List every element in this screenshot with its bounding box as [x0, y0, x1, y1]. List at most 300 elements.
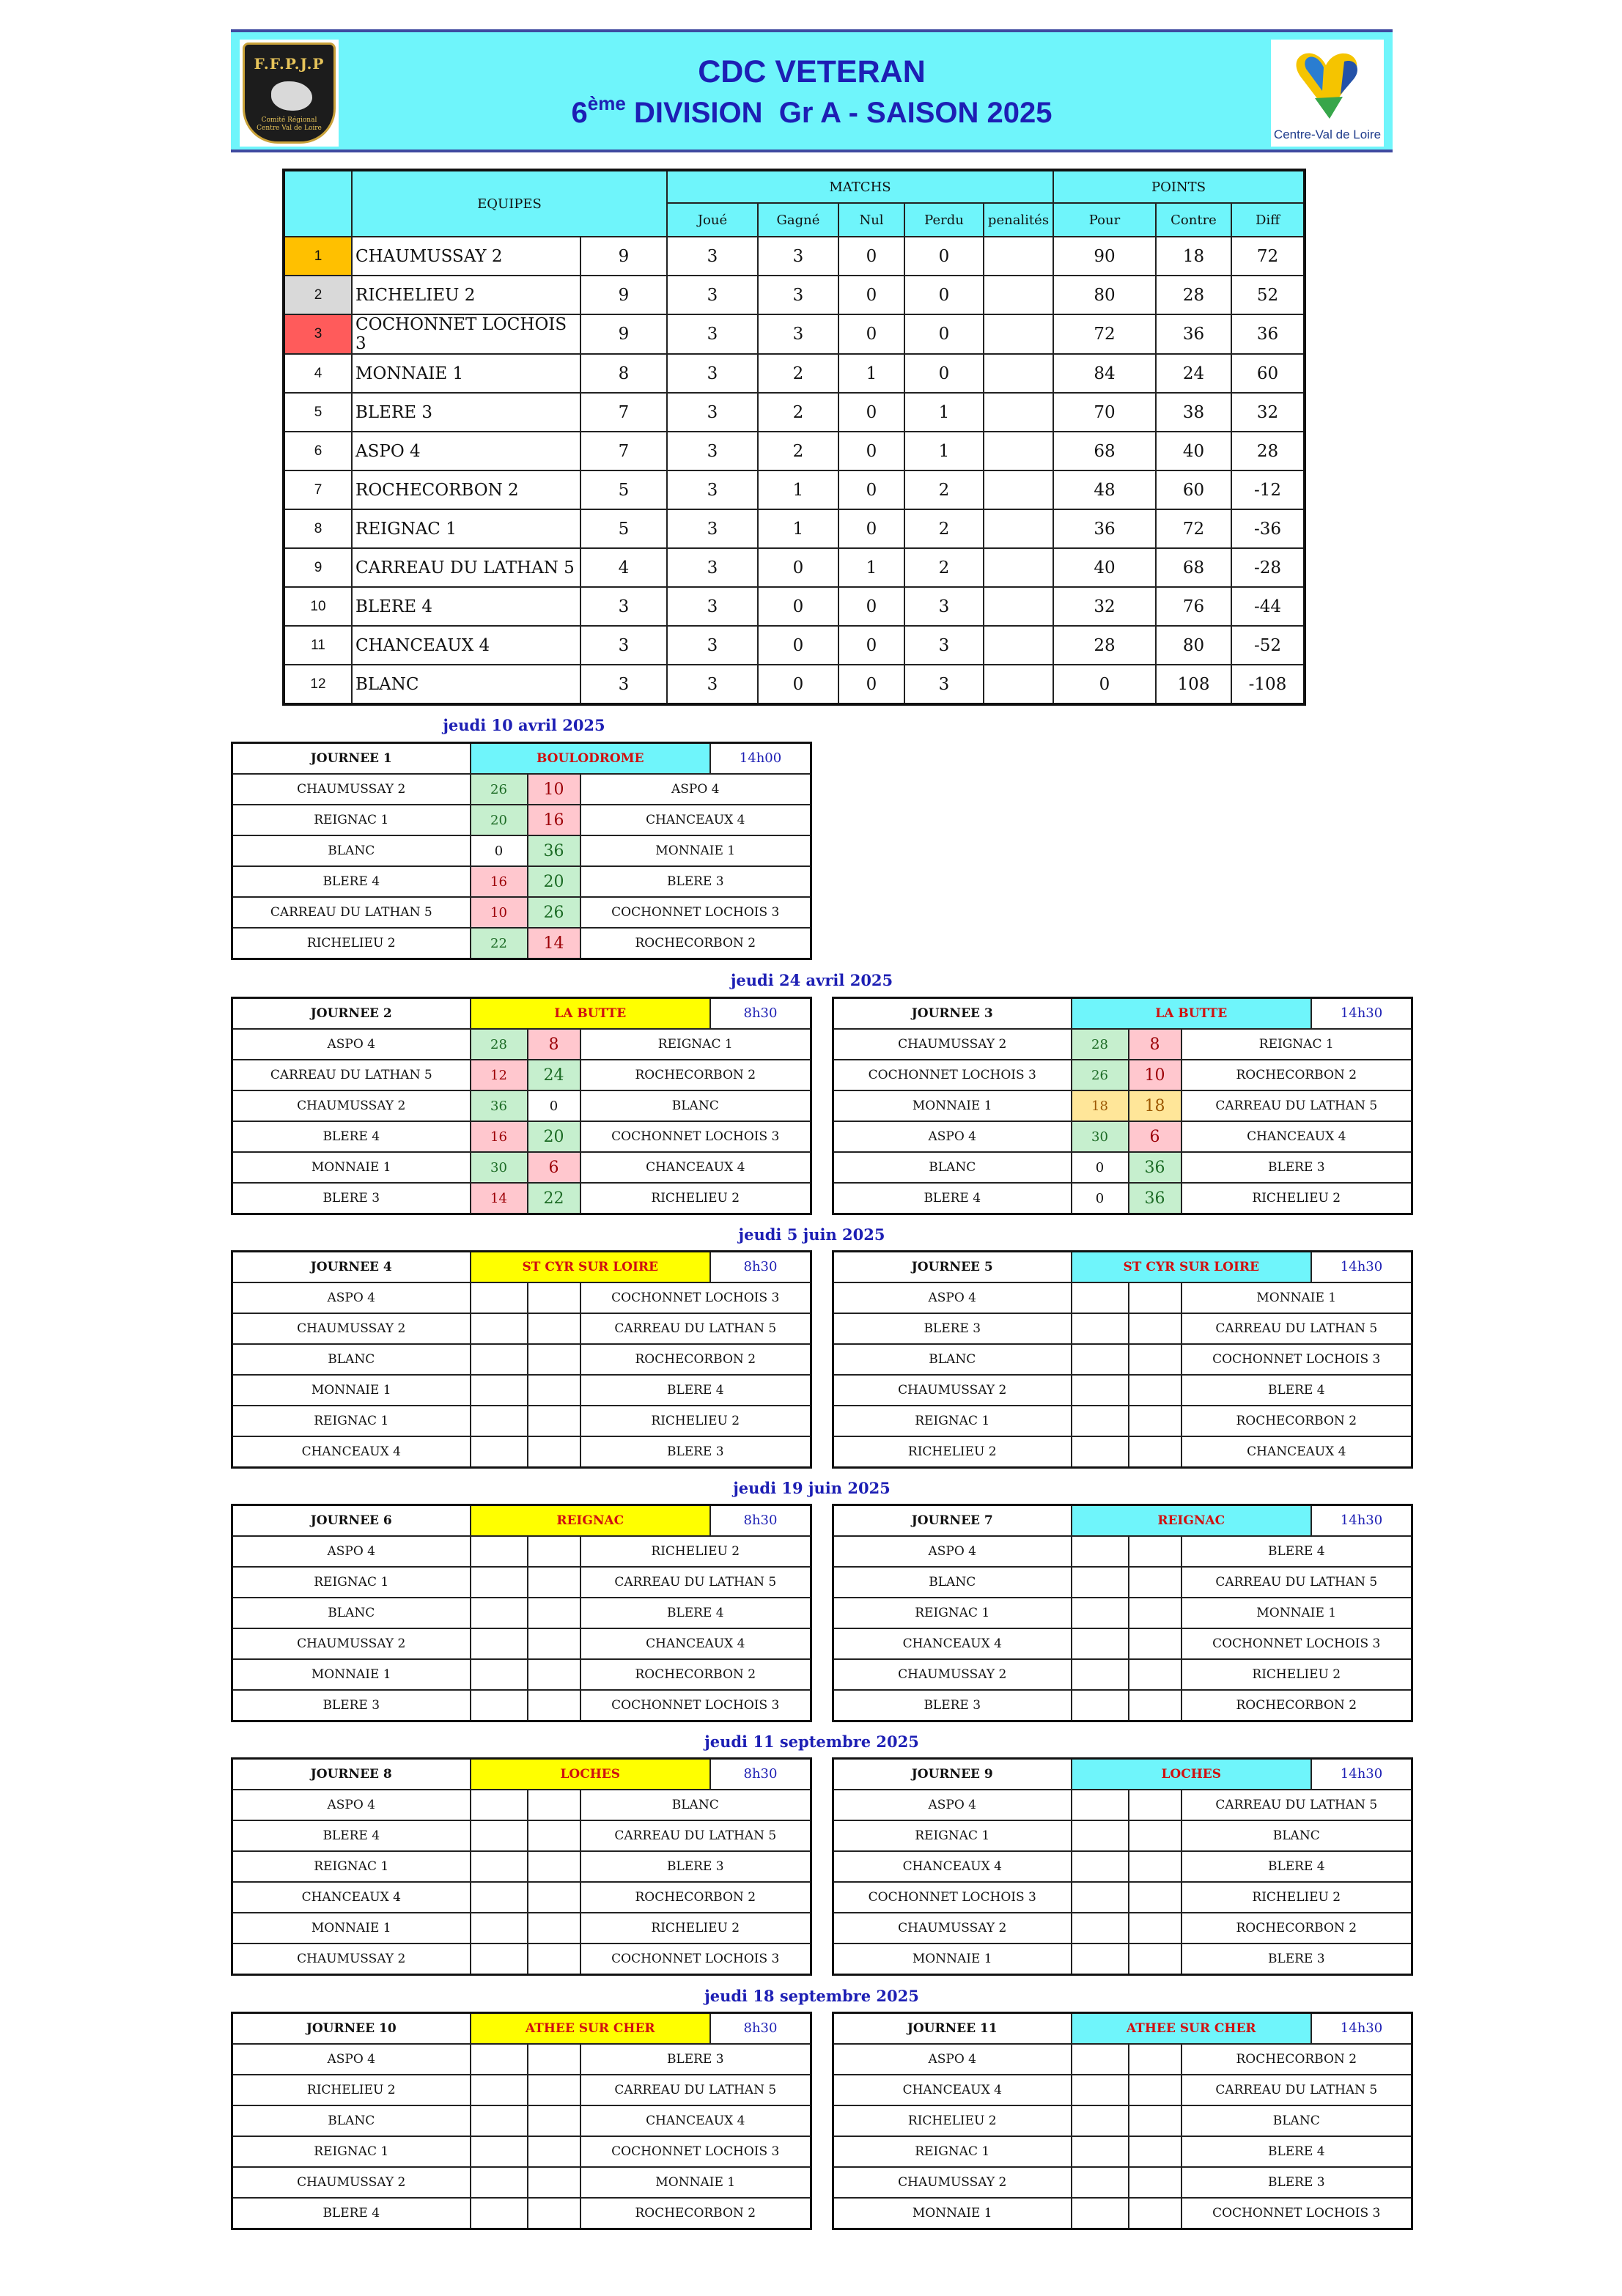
away-score: 36: [1129, 1183, 1182, 1214]
col-perdu: Perdu: [904, 203, 984, 237]
away-team: BLERE 3: [1182, 1944, 1412, 1975]
away-team: BLERE 3: [1182, 2167, 1412, 2198]
pen-cell: [984, 548, 1053, 587]
joue-cell: 3: [667, 276, 758, 314]
fixture-header-row: [232, 2013, 811, 2045]
match-row: [833, 1567, 1412, 1598]
away-score: 22: [528, 1183, 580, 1214]
home-team: REIGNAC 1: [232, 805, 471, 835]
away-score: [1129, 1313, 1182, 1344]
nul-cell: 0: [838, 626, 904, 665]
away-score: 16: [528, 805, 580, 835]
away-team: RICHELIEU 2: [580, 1913, 811, 1944]
pts-cell: 3: [580, 587, 667, 626]
away-team: MONNAIE 1: [580, 835, 811, 866]
contre-cell: 80: [1156, 626, 1231, 665]
home-team: CHAUMUSSAY 2: [232, 1628, 471, 1659]
away-team: ROCHECORBON 2: [580, 1659, 811, 1690]
contre-cell: 76: [1156, 587, 1231, 626]
match-row: [232, 774, 811, 805]
away-team: MONNAIE 1: [580, 2167, 811, 2198]
match-row: [833, 1344, 1412, 1375]
home-team: CHANCEAUX 4: [833, 1851, 1072, 1882]
joue-cell: 3: [667, 665, 758, 704]
journee-venue: [1072, 1759, 1412, 1790]
points-header: POINTS: [1053, 170, 1305, 203]
home-score: [1072, 1913, 1129, 1944]
home-team: REIGNAC 1: [833, 1406, 1072, 1436]
home-team: ASPO 4: [833, 1121, 1072, 1152]
fixture-table-j1: [231, 742, 812, 960]
home-score: [1072, 2075, 1129, 2105]
standings-row: [284, 393, 1305, 432]
home-score: 30: [471, 1152, 528, 1183]
away-score: [528, 1313, 580, 1344]
contre-cell: 38: [1156, 393, 1231, 432]
home-score: 0: [471, 835, 528, 866]
away-score: [1129, 2075, 1182, 2105]
gagne-cell: 2: [758, 393, 838, 432]
match-row: [833, 1598, 1412, 1628]
away-score: [528, 1282, 580, 1313]
away-team: COCHONNET LOCHOIS 3: [580, 2136, 811, 2167]
match-row: [232, 1282, 811, 1313]
team-name-cell: BLANC: [352, 665, 580, 704]
away-team: RICHELIEU 2: [1182, 1183, 1412, 1214]
journee-name: JOURNEE 9: [833, 1759, 1072, 1790]
away-team: CHANCEAUX 4: [580, 1628, 811, 1659]
home-score: [1072, 1406, 1129, 1436]
away-team: ROCHECORBON 2: [580, 1060, 811, 1090]
contre-cell: 28: [1156, 276, 1231, 314]
away-score: [1129, 1851, 1182, 1882]
home-team: BLERE 3: [232, 1690, 471, 1721]
fixture-table-j5: [832, 1250, 1413, 1469]
standings-row: [284, 509, 1305, 548]
away-team: COCHONNET LOCHOIS 3: [1182, 1628, 1412, 1659]
col-penalites: penalités: [984, 203, 1053, 237]
match-row: [833, 1659, 1412, 1690]
away-team: CARREAU DU LATHAN 5: [580, 1313, 811, 1344]
home-team: CHANCEAUX 4: [833, 1628, 1072, 1659]
subtitle-number: 6: [571, 97, 588, 129]
home-score: [471, 2105, 528, 2136]
match-row: [232, 1628, 811, 1659]
home-team: REIGNAC 1: [232, 1406, 471, 1436]
gagne-cell: 0: [758, 626, 838, 665]
away-team: MONNAIE 1: [1182, 1598, 1412, 1628]
venue-wrap: [1072, 1506, 1412, 1535]
venue-name: ST CYR SUR LOIRE: [1123, 1260, 1259, 1274]
away-team: BLANC: [580, 1090, 811, 1121]
home-score: [1072, 1882, 1129, 1913]
fixture-table-j6: [231, 1504, 812, 1722]
perdu-cell: 2: [904, 548, 984, 587]
team-name-cell: CARREAU DU LATHAN 5: [352, 548, 580, 587]
away-team: BLERE 4: [580, 1598, 811, 1628]
perdu-cell: 1: [904, 393, 984, 432]
rank-cell: 4: [284, 354, 352, 393]
home-team: ASPO 4: [833, 1790, 1072, 1820]
pen-cell: [984, 665, 1053, 704]
date-journees-2-3: jeudi 24 avril 2025: [730, 971, 893, 989]
pour-cell: 84: [1053, 354, 1156, 393]
home-score: [1072, 1820, 1129, 1851]
gagne-cell: 0: [758, 548, 838, 587]
standings-row: [284, 354, 1305, 393]
home-score: [471, 1628, 528, 1659]
pour-cell: 40: [1053, 548, 1156, 587]
home-score: 30: [1072, 1121, 1129, 1152]
away-score: 8: [1129, 1029, 1182, 1060]
journee-time: 8h30: [709, 1252, 810, 1282]
nul-cell: 0: [838, 393, 904, 432]
matchs-header: MATCHS: [667, 170, 1053, 203]
away-score: [1129, 1790, 1182, 1820]
pts-cell: 3: [580, 665, 667, 704]
fixture-header-row: [232, 1759, 811, 1790]
region-logo: [1271, 40, 1384, 147]
away-team: BLERE 3: [580, 2044, 811, 2075]
away-team: BLERE 3: [1182, 1152, 1412, 1183]
home-score: [471, 1944, 528, 1975]
journee-venue: [1072, 1505, 1412, 1537]
match-row: [833, 2136, 1412, 2167]
away-score: 26: [528, 897, 580, 928]
home-score: [471, 1820, 528, 1851]
home-score: [471, 1406, 528, 1436]
home-team: BLANC: [833, 1152, 1072, 1183]
home-team: RICHELIEU 2: [833, 2105, 1072, 2136]
home-team: CHAUMUSSAY 2: [232, 774, 471, 805]
diff-cell: -52: [1231, 626, 1305, 665]
home-score: [1072, 1944, 1129, 1975]
col-nul: Nul: [838, 203, 904, 237]
away-score: [528, 1436, 580, 1468]
away-score: 0: [528, 1090, 580, 1121]
date-journees-6-7: jeudi 19 juin 2025: [733, 1479, 891, 1497]
home-team: MONNAIE 1: [833, 1944, 1072, 1975]
home-score: [471, 1536, 528, 1567]
away-score: [528, 1659, 580, 1690]
home-team: BLERE 4: [232, 866, 471, 897]
away-team: ROCHECORBON 2: [1182, 2044, 1412, 2075]
team-name-cell: COCHONNET LOCHOIS 3: [352, 314, 580, 354]
match-row: [232, 1659, 811, 1690]
pts-cell: 9: [580, 237, 667, 276]
nul-cell: 0: [838, 314, 904, 354]
home-team: CHAUMUSSAY 2: [833, 1913, 1072, 1944]
subtitle-rest: DIVISION Gr A - SAISON 2025: [625, 97, 1053, 129]
home-score: 0: [1072, 1183, 1129, 1214]
away-score: [1129, 1913, 1182, 1944]
away-team: BLERE 4: [1182, 1851, 1412, 1882]
journee-venue: [471, 2013, 811, 2045]
joue-cell: 3: [667, 393, 758, 432]
gagne-cell: 3: [758, 237, 838, 276]
page-header: [231, 29, 1393, 152]
away-score: 36: [1129, 1152, 1182, 1183]
contre-cell: 72: [1156, 509, 1231, 548]
match-row: [833, 1882, 1412, 1913]
home-team: CHANCEAUX 4: [232, 1436, 471, 1468]
perdu-cell: 3: [904, 665, 984, 704]
ffpjp-logo-subtext: Comité Régional Centre Val de Loire: [257, 117, 322, 132]
standings-body: [284, 237, 1305, 704]
away-score: [1129, 2044, 1182, 2075]
match-row: [833, 1820, 1412, 1851]
home-score: [471, 1344, 528, 1375]
away-team: CHANCEAUX 4: [580, 2105, 811, 2136]
venue-wrap: [1072, 1760, 1412, 1789]
joue-cell: 3: [667, 354, 758, 393]
away-score: 20: [528, 866, 580, 897]
journee-name: JOURNEE 2: [232, 998, 471, 1030]
venue-name: LOCHES: [1161, 1767, 1222, 1782]
pour-cell: 28: [1053, 626, 1156, 665]
home-team: REIGNAC 1: [232, 1567, 471, 1598]
match-row: [232, 1820, 811, 1851]
match-row: [833, 2167, 1412, 2198]
match-row: [232, 928, 811, 959]
fixture-header-row: [232, 998, 811, 1030]
journee-venue: [1072, 998, 1412, 1030]
pen-cell: [984, 626, 1053, 665]
home-team: ASPO 4: [232, 1029, 471, 1060]
away-score: [1129, 2105, 1182, 2136]
away-team: CARREAU DU LATHAN 5: [1182, 1790, 1412, 1820]
away-team: ROCHECORBON 2: [580, 2198, 811, 2229]
journee-time: 14h00: [709, 744, 810, 773]
match-row: [232, 2136, 811, 2167]
match-row: [232, 1882, 811, 1913]
home-team: ASPO 4: [232, 1282, 471, 1313]
home-team: MONNAIE 1: [232, 1375, 471, 1406]
home-team: BLANC: [833, 1567, 1072, 1598]
journee-time: 8h30: [709, 999, 810, 1028]
nul-cell: 0: [838, 587, 904, 626]
away-score: 24: [528, 1060, 580, 1090]
home-team: CHAUMUSSAY 2: [232, 1313, 471, 1344]
venue-wrap: [471, 744, 811, 773]
diff-cell: 36: [1231, 314, 1305, 354]
rank-cell: 10: [284, 587, 352, 626]
home-team: REIGNAC 1: [833, 2136, 1072, 2167]
journee-time: 8h30: [709, 2014, 810, 2043]
away-score: 6: [528, 1152, 580, 1183]
diff-cell: -44: [1231, 587, 1305, 626]
home-score: [471, 2044, 528, 2075]
rank-cell: 5: [284, 393, 352, 432]
fixture-table-j9: [832, 1757, 1413, 1976]
diff-cell: -108: [1231, 665, 1305, 704]
home-team: CHANCEAUX 4: [833, 2075, 1072, 2105]
journee-name: JOURNEE 5: [833, 1252, 1072, 1283]
perdu-cell: 0: [904, 354, 984, 393]
away-score: [528, 1944, 580, 1975]
home-team: COCHONNET LOCHOIS 3: [833, 1060, 1072, 1090]
journee-venue: [471, 1505, 811, 1537]
away-score: [528, 2167, 580, 2198]
venue-name: LOCHES: [560, 1767, 621, 1782]
pen-cell: [984, 470, 1053, 509]
match-row: [232, 1152, 811, 1183]
away-score: 10: [1129, 1060, 1182, 1090]
perdu-cell: 1: [904, 432, 984, 470]
venue-wrap: [1072, 1252, 1412, 1282]
match-row: [232, 1121, 811, 1152]
rank-cell: 7: [284, 470, 352, 509]
home-team: MONNAIE 1: [232, 1659, 471, 1690]
contre-cell: 40: [1156, 432, 1231, 470]
home-score: [471, 1690, 528, 1721]
away-team: BLERE 3: [580, 866, 811, 897]
away-team: RICHELIEU 2: [580, 1183, 811, 1214]
away-team: BLERE 4: [1182, 2136, 1412, 2167]
col-contre: Contre: [1156, 203, 1231, 237]
away-team: BLANC: [580, 1790, 811, 1820]
away-team: COCHONNET LOCHOIS 3: [580, 1121, 811, 1152]
home-score: [471, 1659, 528, 1690]
away-team: COCHONNET LOCHOIS 3: [580, 1690, 811, 1721]
match-row: [833, 1628, 1412, 1659]
home-team: ASPO 4: [232, 2044, 471, 2075]
away-score: [528, 2075, 580, 2105]
home-team: CARREAU DU LATHAN 5: [232, 1060, 471, 1090]
away-score: [528, 1598, 580, 1628]
fixture-header-row: [833, 1759, 1412, 1790]
pen-cell: [984, 393, 1053, 432]
perdu-cell: 0: [904, 237, 984, 276]
venue-wrap: [471, 1252, 811, 1282]
ffpjp-logo-text: F.F.P.J.P: [254, 55, 325, 73]
nul-cell: 1: [838, 354, 904, 393]
pen-cell: [984, 432, 1053, 470]
date-journees-10-11: jeudi 18 septembre 2025: [704, 1987, 919, 2005]
pts-cell: 3: [580, 626, 667, 665]
away-team: CARREAU DU LATHAN 5: [580, 2075, 811, 2105]
away-score: [528, 1536, 580, 1567]
away-score: [528, 1690, 580, 1721]
match-row: [232, 1944, 811, 1975]
away-score: [1129, 1536, 1182, 1567]
team-name-cell: RICHELIEU 2: [352, 276, 580, 314]
journee-name: JOURNEE 10: [232, 2013, 471, 2045]
joue-cell: 3: [667, 587, 758, 626]
home-team: BLERE 4: [833, 1183, 1072, 1214]
home-score: [471, 1598, 528, 1628]
match-row: [833, 1060, 1412, 1090]
perdu-cell: 0: [904, 314, 984, 354]
joue-cell: 3: [667, 432, 758, 470]
away-team: COCHONNET LOCHOIS 3: [1182, 1344, 1412, 1375]
pen-cell: [984, 587, 1053, 626]
standings-row: [284, 587, 1305, 626]
home-team: ASPO 4: [833, 1282, 1072, 1313]
away-team: BLERE 4: [580, 1375, 811, 1406]
team-name-cell: ROCHECORBON 2: [352, 470, 580, 509]
joue-cell: 3: [667, 548, 758, 587]
match-row: [833, 1282, 1412, 1313]
team-name-cell: ASPO 4: [352, 432, 580, 470]
away-score: [528, 1882, 580, 1913]
team-name-cell: BLERE 3: [352, 393, 580, 432]
match-row: [232, 1598, 811, 1628]
venue-name: ATHEE SUR CHER: [525, 2021, 655, 2036]
away-team: ROCHECORBON 2: [580, 1882, 811, 1913]
venue-wrap: [471, 1760, 811, 1789]
home-score: [1072, 1851, 1129, 1882]
journee-time: 14h30: [1310, 2014, 1411, 2043]
home-team: BLANC: [232, 2105, 471, 2136]
match-row: [232, 1313, 811, 1344]
fixture-table-j2: [231, 997, 812, 1215]
perdu-cell: 3: [904, 587, 984, 626]
gagne-cell: 3: [758, 314, 838, 354]
pour-cell: 48: [1053, 470, 1156, 509]
away-score: [528, 1790, 580, 1820]
region-logo-text: Centre-Val de Loire: [1273, 128, 1382, 141]
venue-name: ATHEE SUR CHER: [1126, 2021, 1256, 2036]
date-journees-8-9: jeudi 11 septembre 2025: [704, 1732, 919, 1751]
away-team: CARREAU DU LATHAN 5: [1182, 2075, 1412, 2105]
pen-cell: [984, 314, 1053, 354]
pour-cell: 70: [1053, 393, 1156, 432]
fixture-header-row: [833, 1252, 1412, 1283]
away-team: CARREAU DU LATHAN 5: [1182, 1313, 1412, 1344]
nul-cell: 0: [838, 432, 904, 470]
away-team: COCHONNET LOCHOIS 3: [1182, 2198, 1412, 2229]
away-team: BLERE 4: [1182, 1375, 1412, 1406]
home-score: [1072, 1790, 1129, 1820]
match-row: [232, 1913, 811, 1944]
nul-cell: 0: [838, 509, 904, 548]
away-team: CHANCEAUX 4: [1182, 1436, 1412, 1468]
match-row: [232, 1851, 811, 1882]
away-score: [1129, 2136, 1182, 2167]
diff-cell: 32: [1231, 393, 1305, 432]
match-row: [232, 1090, 811, 1121]
pour-cell: 90: [1053, 237, 1156, 276]
gagne-cell: 0: [758, 587, 838, 626]
perdu-cell: 3: [904, 626, 984, 665]
home-team: MONNAIE 1: [232, 1152, 471, 1183]
nul-cell: 0: [838, 665, 904, 704]
away-team: ROCHECORBON 2: [1182, 1060, 1412, 1090]
home-team: BLERE 3: [833, 1313, 1072, 1344]
match-row: [833, 1913, 1412, 1944]
away-team: RICHELIEU 2: [580, 1406, 811, 1436]
match-row: [833, 1536, 1412, 1567]
match-row: [232, 1567, 811, 1598]
home-team: BLERE 4: [232, 1820, 471, 1851]
standings-row: [284, 237, 1305, 276]
away-score: [1129, 1882, 1182, 1913]
journee-venue: [471, 998, 811, 1030]
away-team: CARREAU DU LATHAN 5: [1182, 1090, 1412, 1121]
team-name-cell: BLERE 4: [352, 587, 580, 626]
journee-name: JOURNEE 7: [833, 1505, 1072, 1537]
fixture-table-j4: [231, 1250, 812, 1469]
journee-venue: [471, 1759, 811, 1790]
away-team: ROCHECORBON 2: [1182, 1406, 1412, 1436]
home-team: BLERE 3: [833, 1690, 1072, 1721]
match-row: [833, 1183, 1412, 1214]
away-score: 18: [1129, 1090, 1182, 1121]
diff-cell: 72: [1231, 237, 1305, 276]
home-score: [471, 2075, 528, 2105]
standings-table: [282, 169, 1306, 706]
